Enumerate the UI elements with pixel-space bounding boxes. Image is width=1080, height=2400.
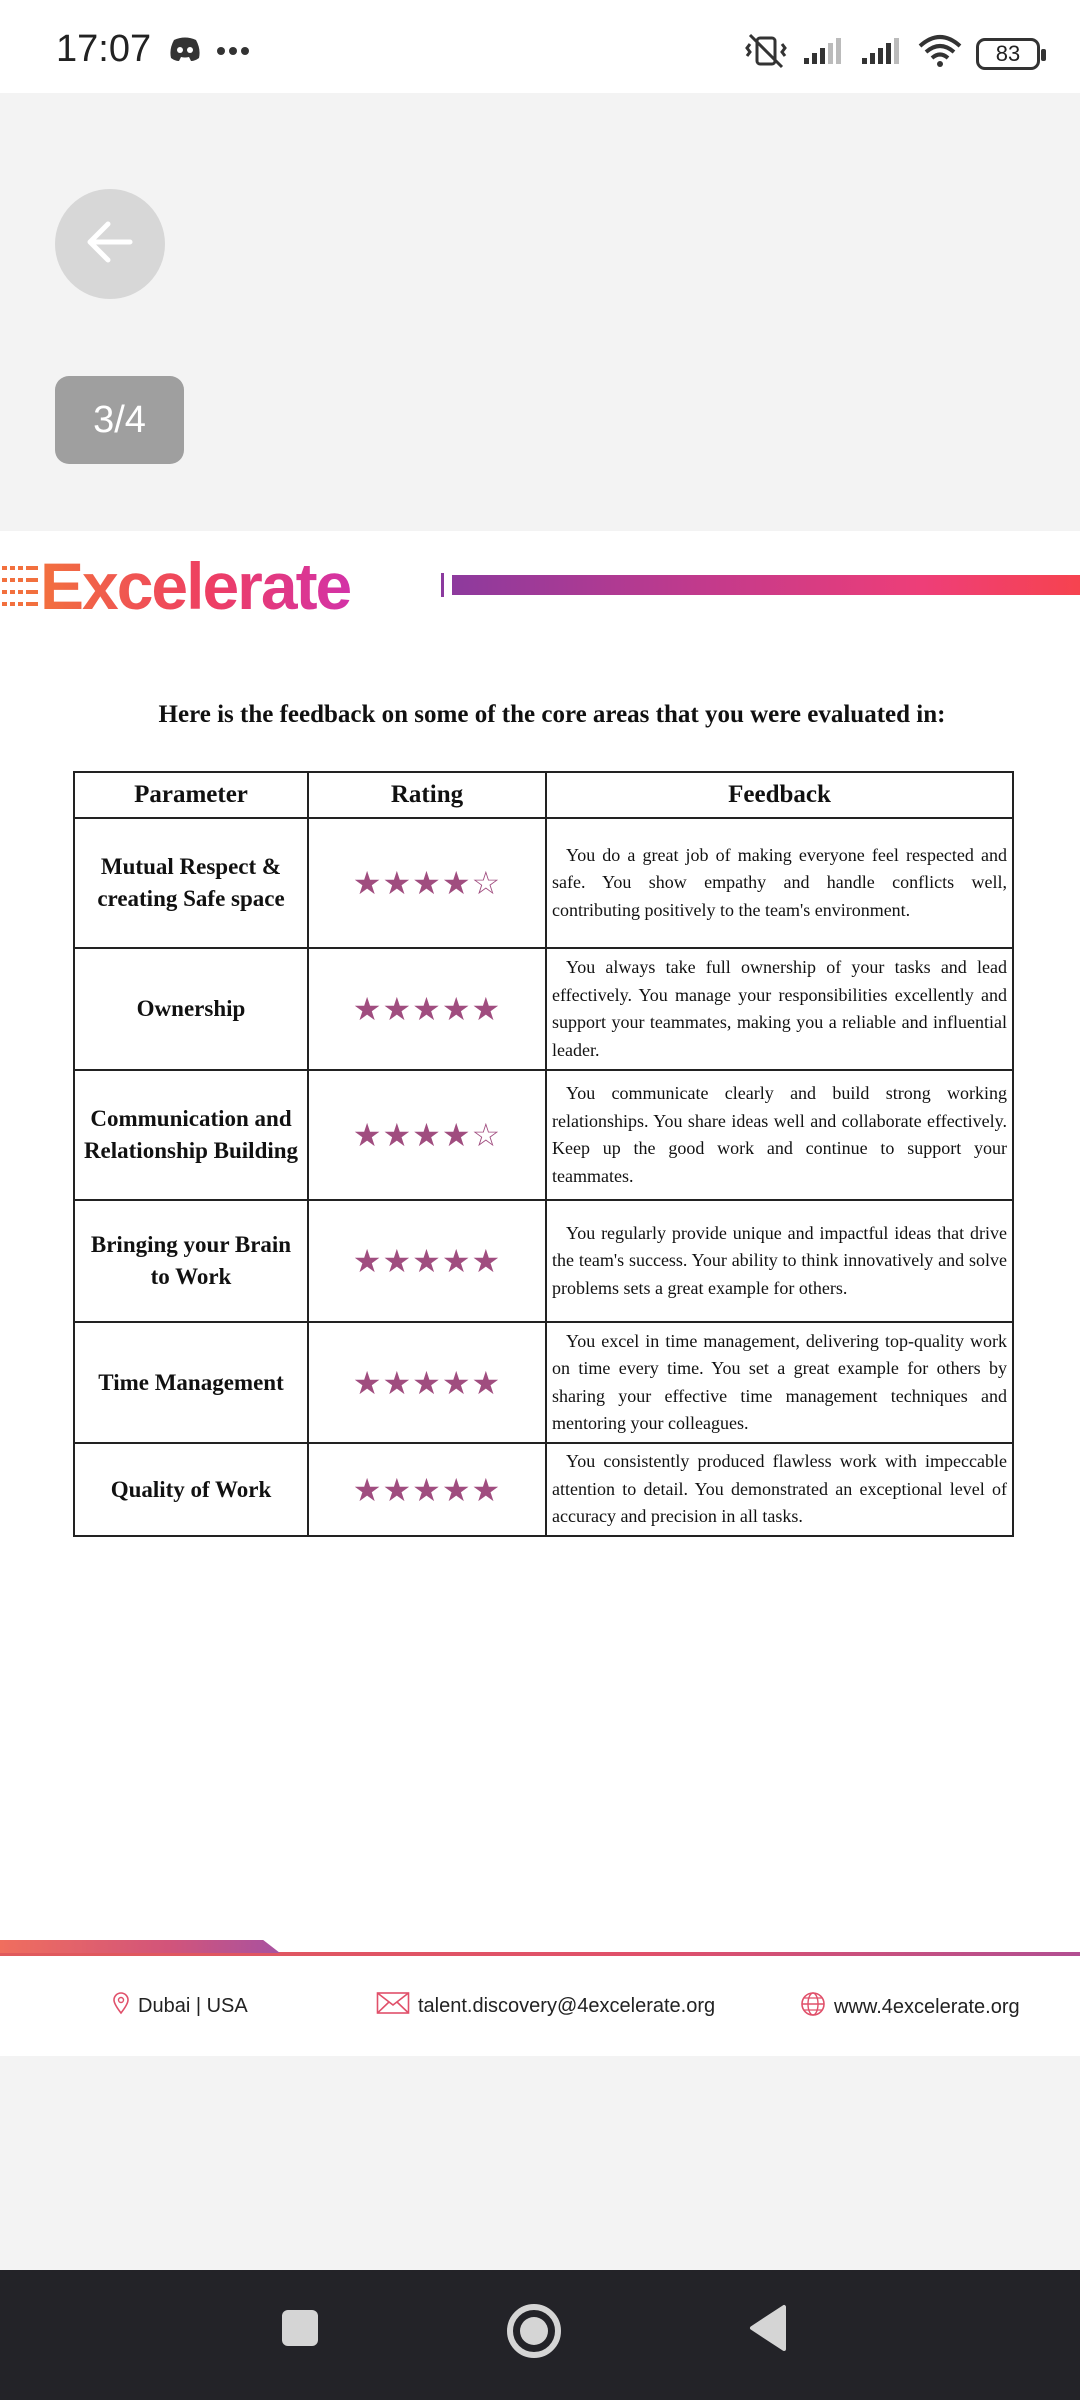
nav-back-button[interactable]	[748, 2304, 788, 2357]
document-header	[0, 531, 1080, 631]
row-parameter: Bringing your Brain to Work	[74, 1200, 308, 1322]
location-pin-icon	[112, 1991, 130, 2021]
row-parameter: Ownership	[74, 948, 308, 1070]
footer-website[interactable]	[800, 1991, 1020, 2023]
home-circle-icon	[506, 2346, 562, 2363]
logo-mark-icon	[0, 560, 40, 612]
vibrate-off-icon	[744, 32, 788, 75]
table-row	[74, 1200, 1013, 1322]
arrow-left-icon	[86, 220, 134, 269]
row-rating-stars: ★★★★★	[308, 1443, 546, 1536]
status-time: 17:07	[56, 28, 152, 70]
footer-contacts	[0, 1991, 1080, 2031]
row-feedback: You always take full ownership of your tasks and lead effectively. You manage your responsibilities excellently and support your teammates, making you a reliable and influential leader.	[546, 948, 1013, 1070]
row-parameter: Communication and Relationship Building	[74, 1070, 308, 1200]
table-row	[74, 1070, 1013, 1200]
row-feedback: You consistently produced flawless work with impeccable attention to detail. You demonstrated an exceptional level of accuracy and precision in all tasks.	[546, 1443, 1013, 1536]
back-button[interactable]	[55, 189, 165, 299]
table-row	[74, 1443, 1013, 1536]
row-rating-stars: ★★★★★	[308, 1200, 546, 1322]
footer-location-text: Dubai | USA	[138, 1994, 248, 2017]
page-indicator: 3/4	[55, 376, 184, 464]
header-gradient-bar	[452, 575, 1080, 595]
table-row	[74, 1322, 1013, 1443]
row-feedback: You do a great job of making everyone feel respected and safe. You show empathy and handle conflicts well, contributing positively to the team's environment.	[546, 818, 1013, 948]
battery-level: 83	[995, 40, 1021, 66]
discord-icon	[168, 36, 202, 67]
header-rating: Rating	[308, 772, 546, 818]
table-row	[74, 818, 1013, 948]
status-bar	[0, 0, 1080, 93]
signal-2-icon	[860, 36, 904, 71]
home-button[interactable]	[506, 2303, 562, 2364]
row-rating-stars: ★★★★★	[308, 1322, 546, 1443]
mail-icon	[376, 1991, 410, 2021]
intro-text: Here is the feedback on some of the core areas that you were evaluated in:	[158, 701, 946, 728]
wifi-icon	[918, 34, 962, 73]
status-right-icons	[744, 32, 1040, 75]
row-parameter: Quality of Work	[74, 1443, 308, 1536]
table-row	[74, 948, 1013, 1070]
feedback-table	[73, 771, 1014, 1537]
row-feedback: You communicate clearly and build strong working relationships. You share ideas well and collaborate effectively. Keep up the good work and continue to support your teammates.	[546, 1070, 1013, 1200]
row-rating-stars: ★★★★☆	[308, 1070, 546, 1200]
row-rating-stars: ★★★★★	[308, 948, 546, 1070]
row-parameter: Mutual Respect & creating Safe space	[74, 818, 308, 948]
header-parameter: Parameter	[74, 772, 308, 818]
excelerate-logo	[0, 551, 350, 621]
footer-location	[112, 1991, 248, 2021]
footer-accent-tab	[0, 1940, 280, 1953]
recents-square-icon	[280, 2335, 320, 2352]
battery-icon	[976, 38, 1040, 70]
row-rating-stars: ★★★★☆	[308, 818, 546, 948]
more-dots-icon	[216, 43, 250, 61]
status-left-icons	[168, 36, 250, 67]
row-parameter: Time Management	[74, 1322, 308, 1443]
signal-1-icon	[802, 36, 846, 71]
footer-website-text[interactable]: www.4excelerate.org	[834, 1995, 1020, 2018]
recents-button[interactable]	[280, 2308, 320, 2353]
footer-email[interactable]	[376, 1991, 715, 2021]
footer-email-text[interactable]: talent.discovery@4excelerate.org	[418, 1994, 716, 2017]
back-triangle-icon	[748, 2339, 788, 2356]
document-page	[0, 531, 1080, 2056]
row-feedback: You regularly provide unique and impactful ideas that drive the team's success. Your ability to think innovatively and solve problems sets a great example for others.	[546, 1200, 1013, 1322]
header-accent-divider	[441, 573, 444, 597]
table-header-row	[74, 772, 1013, 818]
logo-text: Excelerate	[40, 549, 351, 623]
globe-icon	[800, 1991, 826, 2023]
navigation-bar	[0, 2270, 1080, 2400]
viewer-top-area	[0, 93, 1080, 531]
header-feedback: Feedback	[546, 772, 1013, 818]
row-feedback: You excel in time management, delivering top-quality work on time every time. You set a great example for others by sharing your effective time management techniques and mentoring your colleagues.	[546, 1322, 1013, 1443]
